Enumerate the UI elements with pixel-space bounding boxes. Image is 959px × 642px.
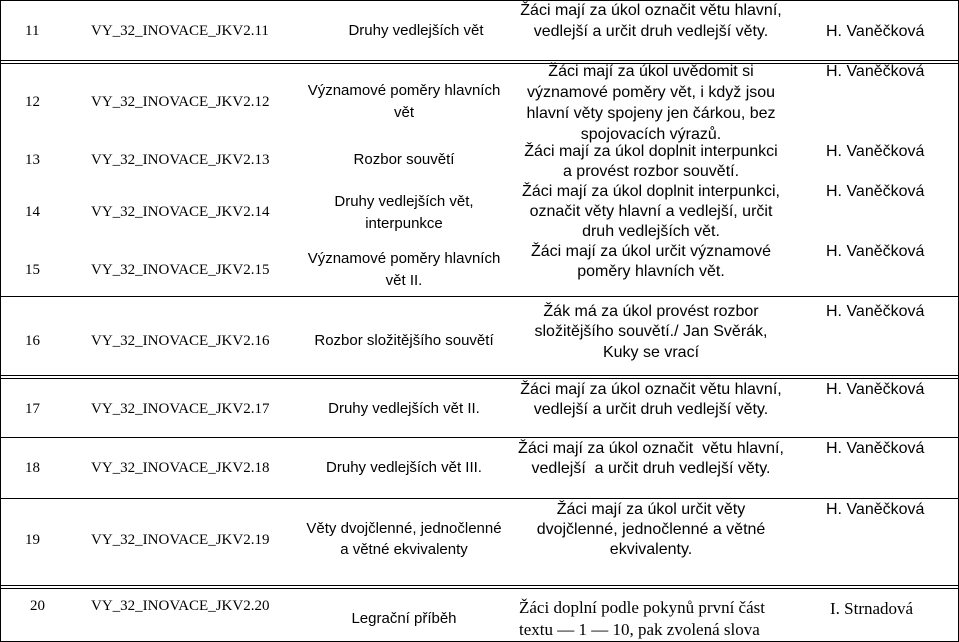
row-number: 13	[25, 152, 40, 168]
material-code: VY_32_INOVACE_JKV2.12	[91, 94, 270, 110]
goal-line: textu — 1 — 10, pak zvolená slova	[519, 620, 760, 639]
row-number: 11	[25, 23, 40, 39]
table-border-left	[0, 0, 1, 642]
row-separator	[0, 585, 959, 586]
author: H. Vaněčková	[826, 303, 925, 320]
goal-line: Žáci doplní podle pokynů první část	[519, 598, 765, 617]
topic: Legrační příběh	[351, 610, 457, 627]
author: H. Vaněčková	[826, 183, 925, 200]
goal-line: Žáci mají za úkol uvědomit si	[548, 63, 754, 80]
goal-line: Žáci mají za úkol doplnit interpunkci,	[522, 183, 780, 200]
material-code: VY_32_INOVACE_JKV2.20	[91, 598, 270, 614]
goal-line: hlavní věty spojeny jen čárkou, bez	[526, 105, 776, 122]
goal-line: dvojčlenné, jednočlenné a větné	[536, 521, 766, 538]
goal-line: Žáci mají za úkol určit významové	[530, 243, 772, 260]
goal-line: vedlejší a určit druh vedlejší věty.	[531, 460, 771, 477]
goal-line: ekvivalenty.	[609, 541, 693, 558]
topic-line: a větné ekvivalenty	[340, 541, 468, 558]
goal-line: Žák má za úkol provést rozbor	[543, 303, 759, 320]
row-number: 17	[25, 401, 40, 417]
topic-line: interpunkce	[365, 215, 443, 232]
material-code: VY_32_INOVACE_JKV2.16	[91, 333, 270, 349]
author: I. Strnadová	[830, 599, 914, 618]
goal-line: Žáci mají za úkol určit věty	[556, 501, 746, 518]
goal-line: složitějšího souvětí./ Jan Svěrák,	[534, 323, 768, 340]
goal-line: Žáci mají za úkol doplnit interpunkci	[524, 143, 778, 160]
row-separator	[0, 375, 959, 376]
row-number: 16	[25, 333, 40, 349]
goal-line: označit věty hlavní a vedlejší, určit	[529, 203, 773, 220]
row-separator	[0, 378, 959, 379]
material-code: VY_32_INOVACE_JKV2.11	[91, 23, 269, 39]
author: H. Vaněčková	[826, 63, 925, 80]
goal-line: spojovacích výrazů.	[580, 126, 722, 143]
material-code: VY_32_INOVACE_JKV2.17	[91, 401, 270, 417]
row-number: 19	[25, 532, 40, 548]
goal-line: vedlejší a určit druh vedlejší věty.	[533, 23, 769, 40]
row-separator	[0, 60, 959, 61]
topic-line: vět II.	[385, 272, 423, 289]
goal-line: Žáci mají za úkol označit větu hlavní,	[520, 2, 782, 19]
row-number: 15	[25, 262, 40, 278]
author: H. Vaněčková	[826, 381, 925, 398]
row-number: 12	[25, 94, 40, 110]
row-separator	[0, 437, 959, 438]
topic: Rozbor složitějšího souvětí	[314, 332, 494, 349]
goal-line: významové poměry vět, i když jsou	[526, 84, 776, 101]
topic: Druhy vedlejších vět	[348, 22, 484, 39]
author: H. Vaněčková	[826, 243, 925, 260]
material-code: VY_32_INOVACE_JKV2.18	[91, 460, 270, 476]
table-border-top	[0, 0, 959, 1]
author: H. Vaněčková	[826, 143, 925, 160]
row-separator	[0, 63, 959, 64]
topic: Druhy vedlejších vět II.	[328, 400, 480, 417]
row-number: 20	[30, 598, 45, 614]
goal-line: poměry hlavních vět.	[577, 263, 725, 280]
row-separator	[0, 296, 959, 297]
row-number: 14	[25, 204, 40, 220]
goal-line: Kuky se vrací	[602, 344, 700, 361]
author: H. Vaněčková	[826, 440, 925, 457]
row-number: 18	[25, 460, 40, 476]
material-code: VY_32_INOVACE_JKV2.13	[91, 152, 270, 168]
row-separator	[0, 498, 959, 499]
goal-line: druh vedlejších vět.	[582, 223, 720, 240]
material-code: VY_32_INOVACE_JKV2.15	[91, 262, 270, 278]
topic-line: Věty dvojčlenné, jednočlenné	[306, 520, 502, 537]
material-code: VY_32_INOVACE_JKV2.14	[91, 204, 270, 220]
topic-line: Významové poměry hlavních	[307, 82, 501, 99]
row-separator	[0, 588, 959, 589]
goal-line: vedlejší a určit druh vedlejší věty.	[533, 401, 769, 418]
topic: Druhy vedlejších vět III.	[326, 459, 482, 476]
goal-line: Žáci mají za úkol označit větu hlavní,	[520, 381, 782, 398]
topic: Rozbor souvětí	[353, 151, 455, 168]
material-code: VY_32_INOVACE_JKV2.19	[91, 532, 270, 548]
goal-line: a provést rozbor souvětí.	[562, 163, 740, 180]
author: H. Vaněčková	[826, 501, 925, 518]
topic-line: Významové poměry hlavních	[307, 250, 501, 267]
topic-line: vět	[393, 104, 414, 121]
topic-line: Druhy vedlejších vět,	[334, 193, 474, 210]
author: H. Vaněčková	[826, 23, 925, 40]
goal-line: Žáci mají za úkol označit větu hlavní,	[518, 440, 784, 457]
